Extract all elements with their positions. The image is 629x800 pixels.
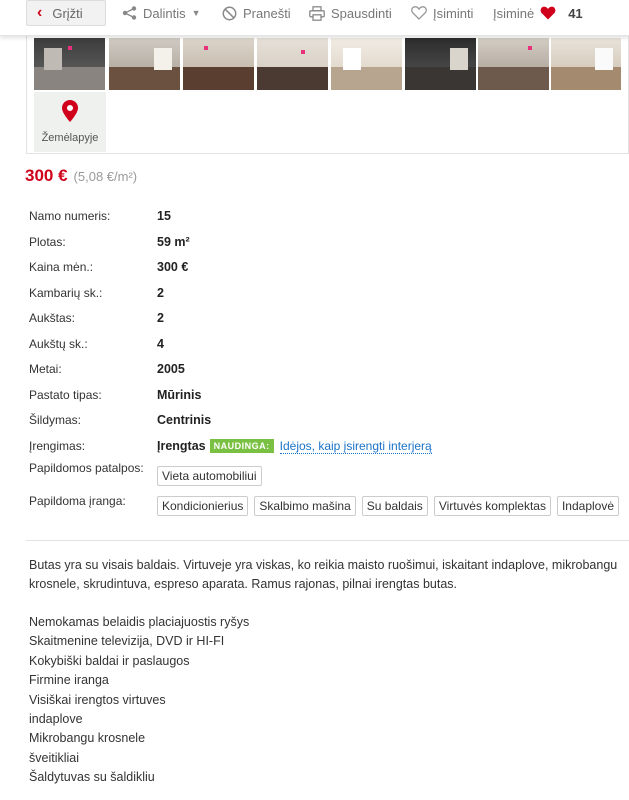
detail-row: [29, 232, 609, 252]
section-divider: [26, 540, 629, 541]
detail-label: Papildoma įranga:: [29, 494, 126, 508]
list-item: Kokybiški baldai ir paslaugos: [29, 653, 190, 668]
price-value: 300 €: [25, 166, 68, 185]
detail-value: 4: [157, 336, 164, 351]
detail-label: Metai:: [29, 362, 62, 376]
detail-label: Plotas:: [29, 234, 66, 249]
photo-thumbnail[interactable]: [183, 38, 254, 90]
detail-value: 2: [157, 311, 164, 325]
description-text: Butas yra su visais baldais. Virtuveje yra viskas, ko reikia maisto ruošimui, iskaitant indaplove, mikrobangu krosnele, skrudintuva, espreso aparata. Ramus rajonas, pilnai irengtas butas.: [29, 558, 618, 591]
photo-thumbnail[interactable]: [405, 38, 476, 90]
tag: Skalbimo mašina: [254, 496, 355, 516]
detail-label: Aukštų sk.:: [29, 336, 88, 351]
top-toolbar: [0, 0, 629, 36]
tag: Kondicionierius: [157, 496, 248, 516]
price-block: [25, 166, 137, 186]
print-button[interactable]: [309, 4, 392, 22]
detail-label: Namo numeris:: [29, 209, 111, 223]
back-button[interactable]: [26, 0, 106, 26]
detail-label: Kaina mėn.:: [29, 260, 94, 274]
photo-thumbnail[interactable]: [34, 38, 105, 90]
price-per-sqm: (5,08 €/m²): [73, 169, 138, 184]
block-icon: [222, 6, 237, 21]
heart-outline-icon: [411, 6, 427, 20]
list-item: indaplove: [29, 711, 83, 726]
tag: Su baldais: [362, 496, 428, 516]
list-item: Mikrobangu krosnele: [29, 731, 146, 746]
extra-rooms-tags: [157, 466, 268, 486]
detail-label: Kambarių sk.:: [29, 285, 103, 300]
detail-row: [29, 359, 609, 379]
features-list: [29, 613, 249, 788]
photo-thumbnail[interactable]: [331, 38, 402, 90]
furnishing-value: Įrengtas: [157, 439, 206, 453]
caret-down-icon: ▼: [191, 8, 201, 18]
report-button[interactable]: [222, 4, 291, 22]
photo-thumbnail[interactable]: [257, 38, 328, 90]
detail-row: [29, 334, 609, 354]
share-button[interactable]: [122, 4, 201, 22]
detail-label: Pastato tipas:: [29, 387, 102, 402]
photo-thumbnail[interactable]: [478, 38, 549, 90]
remembered-label: Įsiminė: [493, 5, 535, 21]
detail-row: [29, 385, 609, 405]
interior-ideas-link[interactable]: Idėjos, kaip įsirengti interjerą: [279, 438, 432, 453]
remember-button[interactable]: [411, 4, 473, 22]
map-pin-icon: [62, 100, 78, 122]
list-item: Šaldytuvas su šaldikliu: [29, 770, 155, 785]
photo-thumbnail[interactable]: [551, 38, 621, 90]
detail-value: 2005: [157, 362, 185, 376]
remember-label: Įsiminti: [433, 5, 474, 21]
printer-icon: [309, 6, 325, 21]
tag: Indaplovė: [557, 496, 619, 516]
extra-equipment-tags: [157, 496, 625, 516]
detail-row: [29, 494, 615, 518]
list-item: Nemokamas belaidis placiajuostis ryšys: [29, 615, 250, 629]
remembered-counter[interactable]: [493, 4, 583, 22]
detail-label: Šildymas:: [29, 413, 82, 427]
detail-label: Papildomos patalpos:: [29, 461, 144, 475]
tag: Virtuvės komplektas: [434, 496, 551, 516]
detail-value-furnishing: [157, 439, 432, 454]
detail-row: [29, 257, 609, 277]
list-item: Skaitmenine televizija, DVD ir HI-FI: [29, 634, 225, 649]
list-item: šveitikliai: [29, 750, 80, 765]
detail-value: 15: [157, 209, 171, 223]
map-label: Žemėlapyje: [41, 132, 99, 144]
heart-icon: [540, 6, 556, 20]
photo-thumbnail[interactable]: [109, 38, 180, 90]
list-item: Visiškai irengtos virtuves: [29, 692, 166, 707]
detail-value: 2: [157, 285, 164, 300]
map-button[interactable]: [34, 92, 106, 152]
detail-row: [29, 308, 609, 328]
remembered-count: 41: [568, 5, 583, 21]
tip-badge: NAUDINGA:: [210, 439, 274, 453]
detail-value: 59 m²: [157, 234, 190, 249]
list-item: Firmine iranga: [29, 673, 109, 688]
detail-value: Mūrinis: [157, 387, 202, 402]
detail-value: 300 €: [157, 260, 189, 274]
photo-gallery: [26, 36, 629, 154]
report-label: Pranešti: [243, 5, 291, 21]
tag: Vieta automobiliui: [157, 466, 262, 486]
back-button-label: Grįžti: [52, 5, 83, 21]
detail-label: Įrengimas:: [29, 439, 86, 453]
detail-row: [29, 206, 609, 226]
detail-row: [29, 436, 609, 456]
share-icon: [122, 6, 137, 20]
share-label: Dalintis: [143, 5, 186, 21]
chevron-left-icon: ‹: [37, 4, 43, 21]
detail-value: Centrinis: [157, 413, 212, 427]
detail-row: [29, 410, 609, 430]
detail-row: [29, 283, 609, 303]
print-label: Spausdinti: [331, 5, 392, 21]
detail-row: [29, 462, 609, 484]
detail-label: Aukštas:: [29, 311, 76, 325]
